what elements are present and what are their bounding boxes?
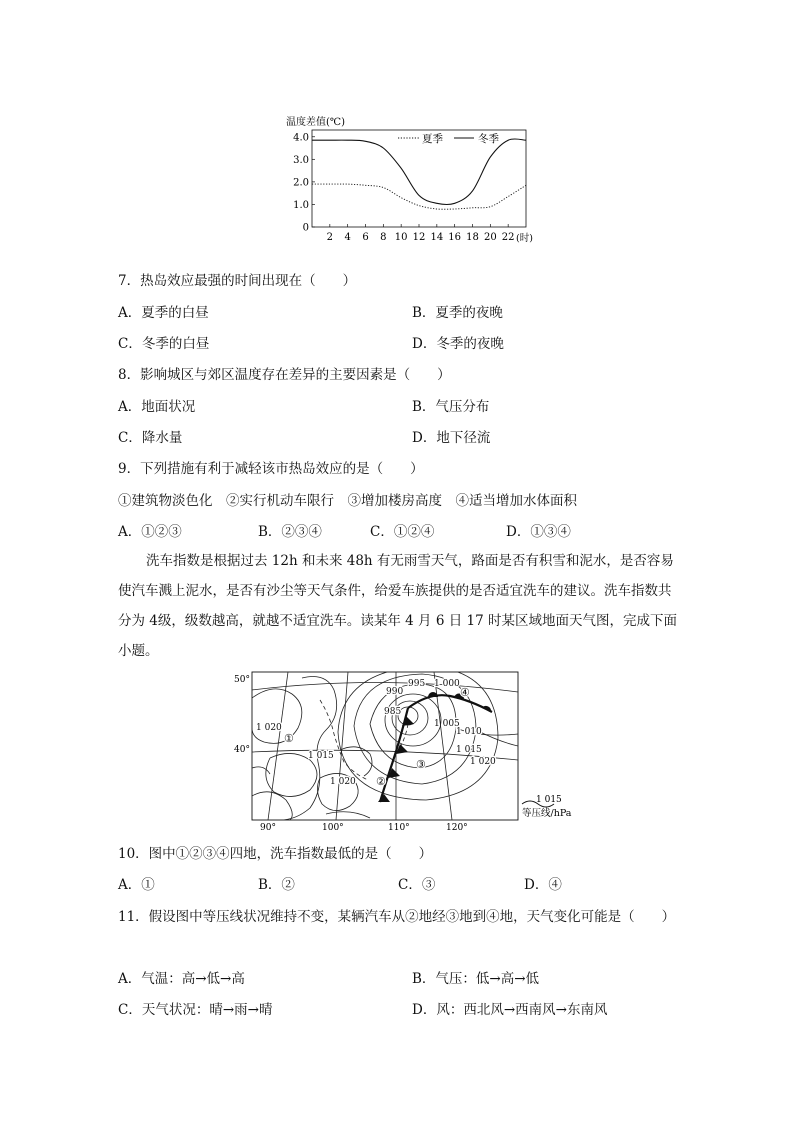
question-11-option-a[interactable]: A．气温：高→低→高 [118,971,245,987]
x-tick-label: 8 [380,232,387,243]
place-marker-3: ③ [416,758,426,771]
legend-summer-label: 夏季 [422,133,443,145]
question-8-option-d[interactable]: D．地下径流 [412,430,491,446]
y-tick-label: 4.0 [293,132,309,144]
question-9-option-a[interactable]: A．①②③ [118,524,182,540]
x-tick-label: 18 [466,232,479,243]
legend-isobar-value: 1 015 [536,795,562,805]
x-tick-label: 22 [501,232,515,243]
question-9-option-c[interactable]: C．①②④ [370,524,435,540]
surface-weather-map [230,668,590,832]
trough-line [320,700,368,780]
temperature-difference-chart [280,112,540,247]
isobar-label: 1 020 [256,723,282,733]
question-7-option-a[interactable]: A．夏季的白昼 [118,305,209,321]
isobar-label: 1 020 [470,757,496,767]
question-10-option-a[interactable]: A．① [118,877,155,893]
y-tick-label: 2.0 [293,177,309,189]
lon-label-120: 120° [446,823,468,832]
reading-passage: 洗车指数是根据过去 12h 和未来 48h 有无雨雪天气，路面是否有积雪和泥水，是否容易使汽车溅上泥水，是否有沙尘等天气条件，给爱车族提供的是否适宜洗车的建议。洗车指数共分为 4级，级数越高，就越不适宜洗车。读某年 4 月 6 日 17 时某区域地面天气图，完成下面小题。 [118,553,677,659]
question-10-option-d[interactable]: D．④ [524,877,562,893]
place-marker-1: ① [284,732,294,745]
y-axis-label: 温度差值(℃) [286,117,345,128]
x-tick-label: 6 [362,232,369,243]
isobar-label: 1 005 [434,719,460,729]
y-tick-label: 3.0 [293,154,309,166]
lat-label-40: 40° [234,745,250,755]
winter-series-line [312,139,526,205]
lat-label-50: 50° [234,675,250,685]
chart-ticks [293,132,514,243]
chart-legend [398,132,499,145]
x-tick-label: 14 [430,232,444,243]
question-11-option-d[interactable]: D．风：西北风→西南风→东南风 [412,1002,608,1018]
isobar-label: 1 010 [456,727,482,737]
chart-lines [312,139,526,209]
lon-label-100: 100° [322,823,344,832]
place-marker-4: ④ [460,686,470,699]
x-tick-label: 4 [344,232,351,243]
question-8-stem: 8．影响城区与郊区温度存在差异的主要因素是（ ） [118,367,451,383]
question-10-option-c[interactable]: C．③ [398,877,436,893]
question-9-stem: 9．下列措施有利于减轻该市热岛效应的是（ ） [118,461,424,477]
isobar-label: 1 020 [330,777,356,787]
isobar-label: 1 015 [308,751,334,761]
x-tick-label: 10 [394,232,408,243]
question-8-option-a[interactable]: A．地面状况 [118,399,196,415]
lon-label-110: 110° [388,823,410,832]
question-11-option-b[interactable]: B．气压：低→高→低 [412,971,540,987]
isobar-label: 1 000 [434,679,460,689]
x-axis-unit: (时) [516,233,533,244]
question-9-option-d[interactable]: D．①③④ [506,524,571,540]
question-7-option-d[interactable]: D．冬季的夜晚 [412,336,504,352]
question-8-option-c[interactable]: C．降水量 [118,430,183,446]
question-7-option-c[interactable]: C．冬季的白昼 [118,336,210,352]
map-legend [522,795,572,819]
y-tick-label: 1.0 [293,199,309,211]
question-10-option-b[interactable]: B．② [258,877,295,893]
question-7-stem: 7．热岛效应最强的时间出现在（ ） [118,273,357,289]
meridian-90 [268,672,288,820]
x-tick-label: 20 [483,232,497,243]
question-9-option-b[interactable]: B．②③④ [258,524,322,540]
question-9-items: ①建筑物淡色化 ②实行机动车限行 ③增加楼房高度 ④适当增加水体面积 [118,493,577,509]
isobar-label: 985 [384,707,402,717]
legend-isobar-text: 等压线/hPa [522,808,572,819]
isobar-label: 995 [408,679,426,689]
lon-label-90: 90° [260,823,276,832]
x-tick-label: 16 [448,232,462,243]
x-tick-label: 12 [412,232,426,243]
x-tick-label: 2 [326,232,334,243]
question-7-option-b[interactable]: B．夏季的夜晚 [412,305,503,321]
summer-series-line [312,184,526,209]
question-8-option-b[interactable]: B．气压分布 [412,399,490,415]
question-10-stem: 10．图中①②③④四地，洗车指数最低的是（ ） [118,846,433,862]
place-marker-2: ② [376,775,386,788]
legend-winter-label: 冬季 [478,133,499,145]
western-isobars [252,677,372,821]
question-11-stem: 11．假设图中等压线状况维持不变，某辆汽车从②地经③地到④地，天气变化可能是（ ） [118,909,676,925]
y-tick-label: 0 [302,222,309,234]
isobar-label: 1 015 [456,745,482,755]
question-11-option-c[interactable]: C．天气状况：晴→雨→晴 [118,1002,273,1018]
isobar-label: 990 [386,687,404,697]
